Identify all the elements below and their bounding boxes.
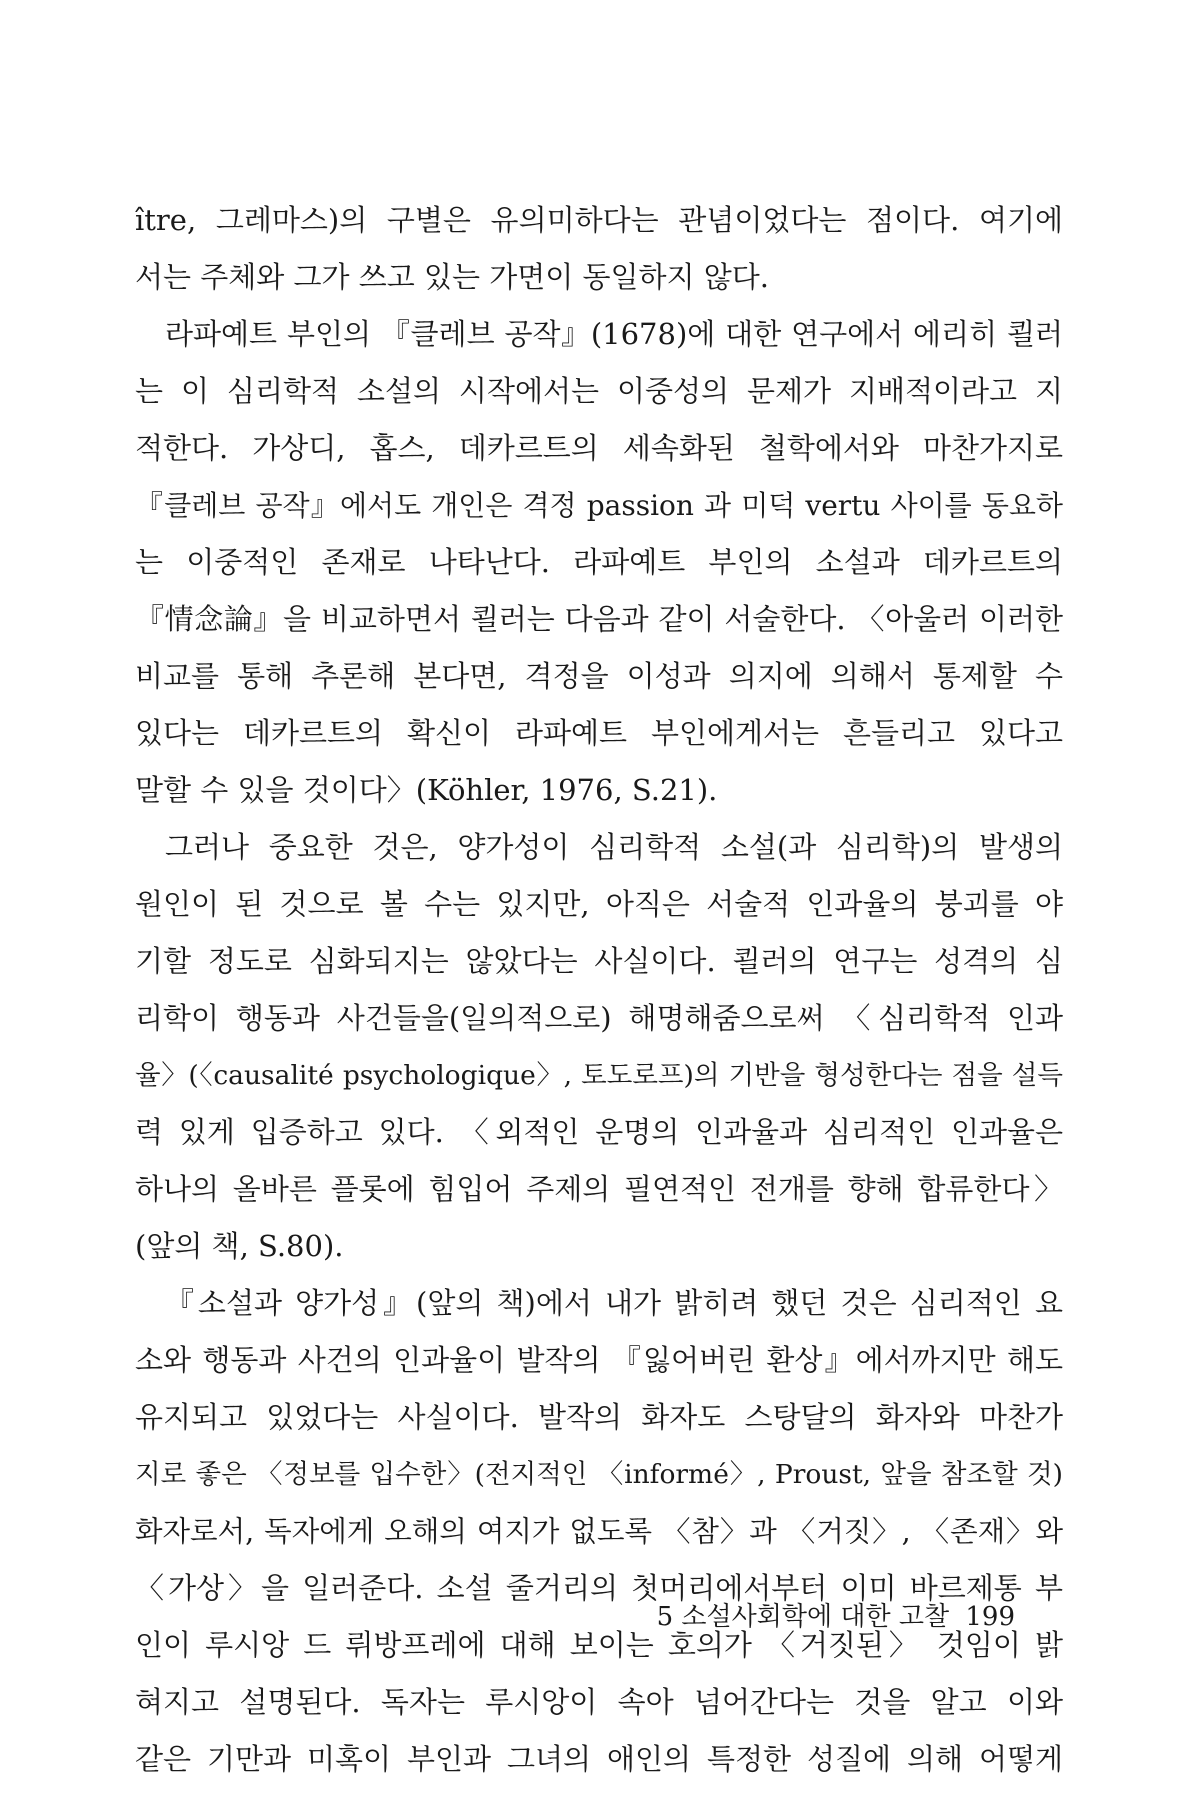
- text-line: 『情念論』을 비교하면서 쾰러는 다음과 같이 서술한다. 〈아울러 이러한: [135, 602, 1063, 636]
- text-line: 『클레브 공작』에서도 개인은 격정 passion 과 미덕 vertu 사이를 동요하: [135, 489, 1063, 522]
- page-footer: [649, 1596, 1015, 1633]
- text-line: 소와 행동과 사건의 인과율이 발작의 『잃어버린 환상』에서까지만 해도: [135, 1343, 1063, 1377]
- text-line: 지로 좋은 〈정보를 입수한〉(전지적인 〈informé〉, Proust, 앞을 참조할 것): [135, 1459, 1063, 1490]
- text-line: 인이 루시앙 드 뤼방프레에 대해 보이는 호의가 〈거짓된〉 것임이 밝: [135, 1628, 1063, 1662]
- text-line: 『소설과 양가성』(앞의 책)에서 내가 밝히려 했던 것은 심리적인 요: [165, 1286, 1063, 1320]
- text-line: 혀지고 설명된다. 독자는 루시앙이 속아 넘어간다는 것을 알고 이와: [135, 1685, 1063, 1719]
- text-line: 원인이 된 것으로 볼 수는 있지만, 아직은 서술적 인과율의 붕괴를 야: [135, 887, 1063, 921]
- text-line: 기할 정도로 심화되지는 않았다는 사실이다. 쾰러의 연구는 성격의 심: [135, 944, 1063, 978]
- text-line: ître, 그레마스)의 구별은 유의미하다는 관념이었다는 점이다. 여기에: [135, 203, 1063, 237]
- text-line: 말할 수 있을 것이다〉(Köhler, 1976, S.21).: [135, 773, 718, 807]
- text-line: 비교를 통해 추론해 본다면, 격정을 이성과 의지에 의해서 통제할 수: [135, 659, 1063, 693]
- page-number: 199: [965, 1602, 1015, 1632]
- text-line: 율〉(〈causalité psychologique〉, 토도로프)의 기반을 형성한다는 점을 설득: [135, 1060, 1063, 1091]
- text-line: 력 있게 입증하고 있다. 〈외적인 운명의 인과율과 심리적인 인과율은: [135, 1115, 1063, 1149]
- text-line: 는 이중적인 존재로 나타난다. 라파예트 부인의 소설과 데카르트의: [135, 545, 1063, 579]
- text-line: 라파예트 부인의 『클레브 공작』(1678)에 대한 연구에서 에리히 쾰러: [165, 317, 1063, 351]
- text-line: 있다는 데카르트의 확신이 라파예트 부인에게서는 흔들리고 있다고: [135, 716, 1063, 750]
- body-text: [135, 192, 1063, 1788]
- text-line: 〈가상〉을 일러준다. 소설 줄거리의 첫머리에서부터 이미 바르제통 부: [135, 1571, 1063, 1605]
- text-line: 그러나 중요한 것은, 양가성이 심리학적 소설(과 심리학)의 발생의: [165, 830, 1063, 864]
- text-line: 서는 주체와 그가 쓰고 있는 가면이 동일하지 않다.: [135, 260, 770, 294]
- running-footer-chapter: 5 소설사회학에 대한 고찰: [656, 1602, 950, 1632]
- text-line: 유지되고 있었다는 사실이다. 발작의 화자도 스탕달의 화자와 마찬가: [135, 1400, 1063, 1434]
- text-line: 하나의 올바른 플롯에 힘입어 주제의 필연적인 전개를 향해 합류한다〉: [135, 1172, 1063, 1206]
- text-line: 화자로서, 독자에게 오해의 여지가 없도록 〈참〉과 〈거짓〉, 〈존재〉와: [135, 1515, 1063, 1548]
- text-line: 리학이 행동과 사건들을(일의적으로) 해명해줌으로써 〈심리학적 인과: [135, 1001, 1063, 1035]
- text-line: 같은 기만과 미혹이 부인과 그녀의 애인의 특정한 성질에 의해 어떻게: [135, 1742, 1063, 1776]
- text-line: (앞의 책, S.80).: [135, 1229, 344, 1263]
- text-line: 적한다. 가상디, 홉스, 데카르트의 세속화된 철학에서와 마찬가지로: [135, 431, 1063, 465]
- text-line: 는 이 심리학적 소설의 시작에서는 이중성의 문제가 지배적이라고 지: [135, 374, 1063, 408]
